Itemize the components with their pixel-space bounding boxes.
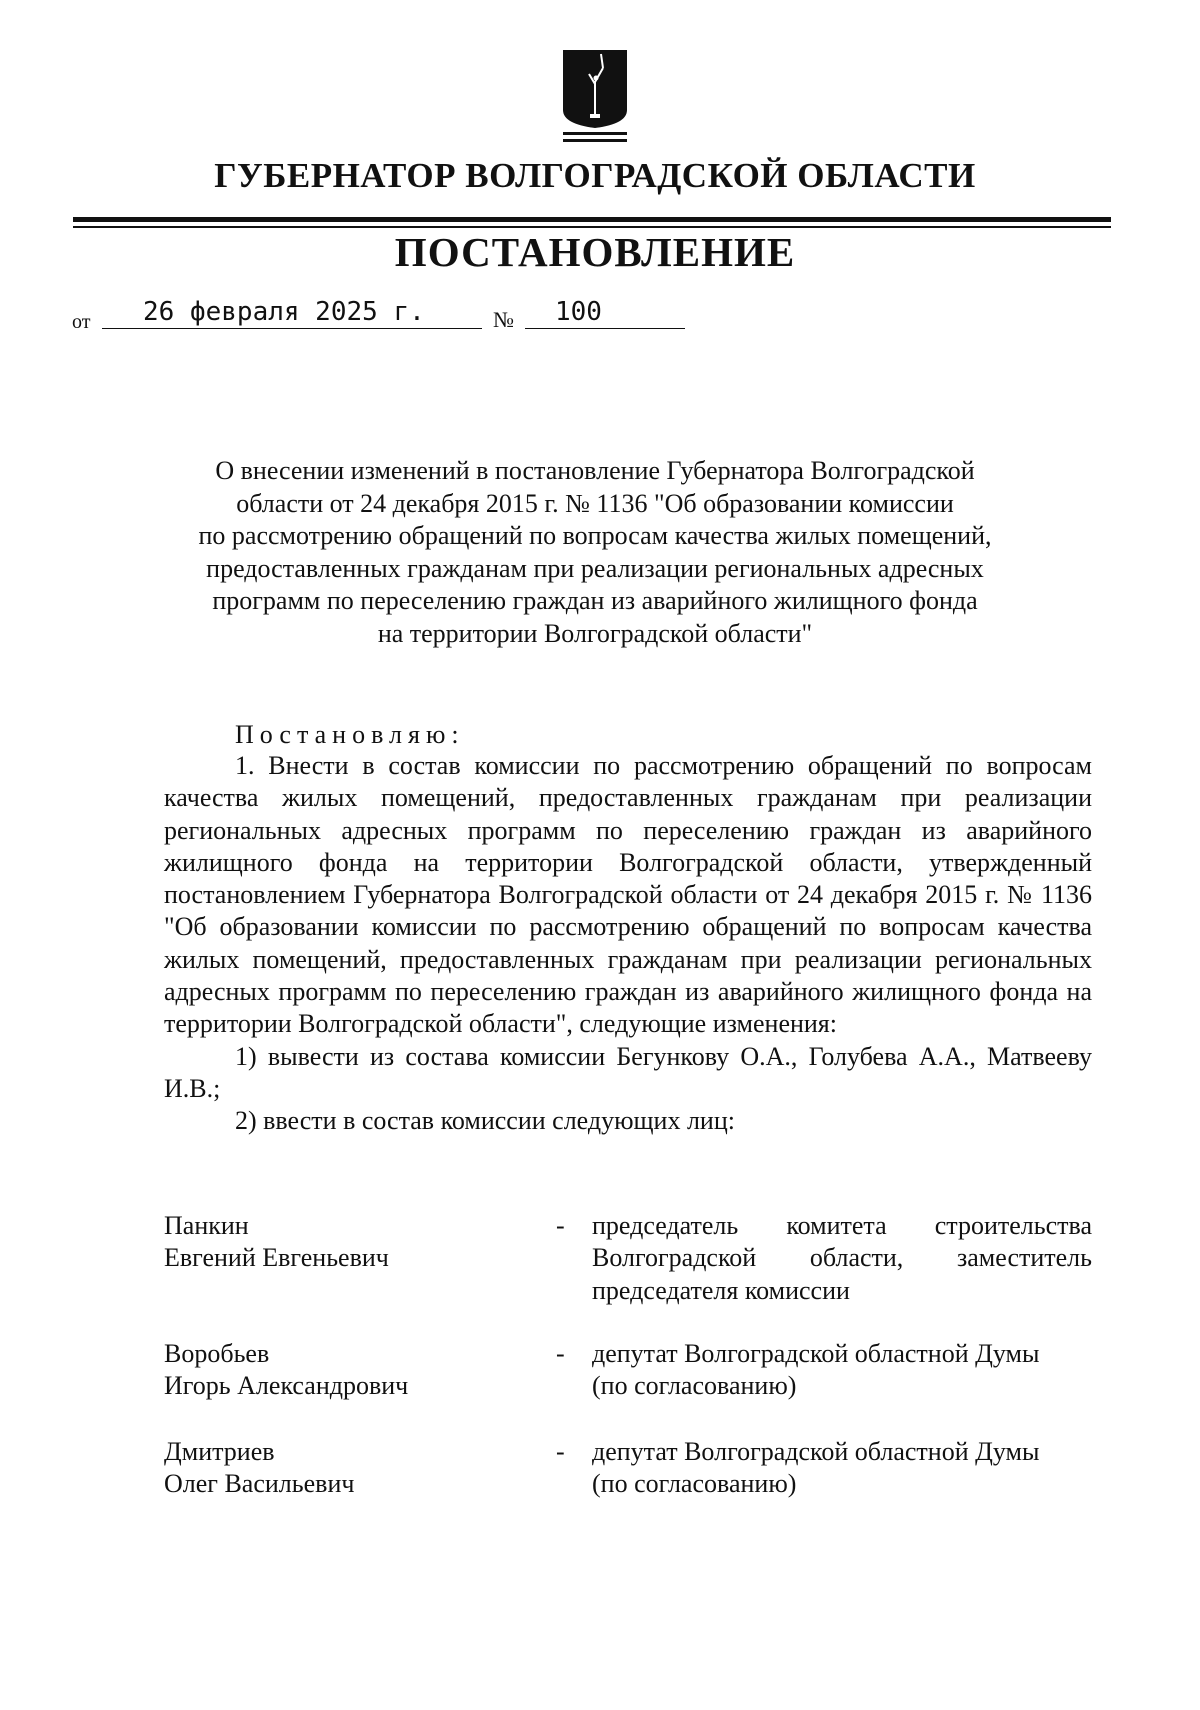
date-prefix: от [72,311,91,333]
member-dash: - [556,1211,565,1240]
member-name [164,1436,544,1501]
member-role [592,1210,1092,1307]
number-prefix: № [493,307,514,332]
member-role-line: председателя комиссии [592,1275,850,1305]
paragraph-1-subitem-2: 2) ввести в состав комиссии следующих лиц: [235,1106,735,1136]
paragraph-1-subitem-1: 1) вывести из состава комиссии Бегункову О.А., Голубева А.А., Матвееву И.В.; [164,1041,1092,1103]
member-name [164,1338,544,1403]
date-underline [102,328,482,329]
member-name [164,1210,544,1275]
member-surname: Дмитриев [164,1437,275,1466]
document-type-title: ПОСТАНОВЛЕНИЕ [394,229,796,275]
subject-line: области от 24 декабря 2015 г. № 1136 "Об образовании комиссии [236,488,954,518]
coat-of-arms-emblem [559,48,631,144]
resolve-heading: Постановляю: [235,720,465,749]
member-given-names: Олег Васильевич [164,1469,355,1499]
subject-line: по рассмотрению обращений по вопросам качества жилых помещений, [198,521,992,550]
paragraph-1: 1. Внести в состав комиссии по рассмотрению обращений по вопросам качества жилых помещений, предоставленных гражданам при реализации региональных адресных программ по переселению граждан из аварийного жилищного фонда на территории Волгоградской области, утвержденный постановлением Губернатора Волгоградской области от 24 декабря 2015 г. № 1136 "Об образовании комиссии по рассмотрению обращений по вопросам качества жилых помещений, предоставленных гражданам при реализации региональных адресных программ по переселению граждан из аварийного жилищного фонда на территории Волгоградской области", следующие изменения: [164,751,1092,1039]
subject-line: программ по переселению граждан из аварийного жилищного фонда [212,586,978,615]
member-dash: - [556,1437,565,1466]
member-surname: Панкин [164,1211,249,1240]
subject-line: на территории Волгоградской области" [377,618,813,648]
organization-title: ГУБЕРНАТОР ВОЛГОГРАДСКОЙ ОБЛАСТИ [214,156,976,195]
document-body [164,750,1092,1138]
document-number: 100 [555,297,602,327]
header-rule-thick [73,217,1111,222]
member-given-names: Игорь Александрович [164,1371,409,1401]
member-role-line: (по согласованию) [592,1469,797,1499]
member-role-line: председатель комитета строительства [592,1211,1092,1240]
member-given-names: Евгений Евгеньевич [164,1243,389,1273]
member-role-line: депутат Волгоградской областной Думы [592,1437,1040,1466]
member-role-line: депутат Волгоградской областной Думы [592,1339,1040,1368]
member-role-line: Волгоградской области, заместитель [592,1243,1092,1273]
member-role [592,1338,1092,1403]
member-surname: Воробьев [164,1339,270,1368]
document-date: 26 февраля 2025 г. [143,297,425,327]
subject-line: О внесении изменений в постановление Губернатора Волгоградской [215,456,975,485]
subject-line: предоставленных гражданам при реализации региональных адресных [206,553,984,583]
member-role [592,1436,1092,1501]
document-subject [140,455,1050,650]
member-dash: - [556,1339,565,1368]
number-underline [525,328,685,329]
member-role-line: (по согласованию) [592,1371,797,1401]
